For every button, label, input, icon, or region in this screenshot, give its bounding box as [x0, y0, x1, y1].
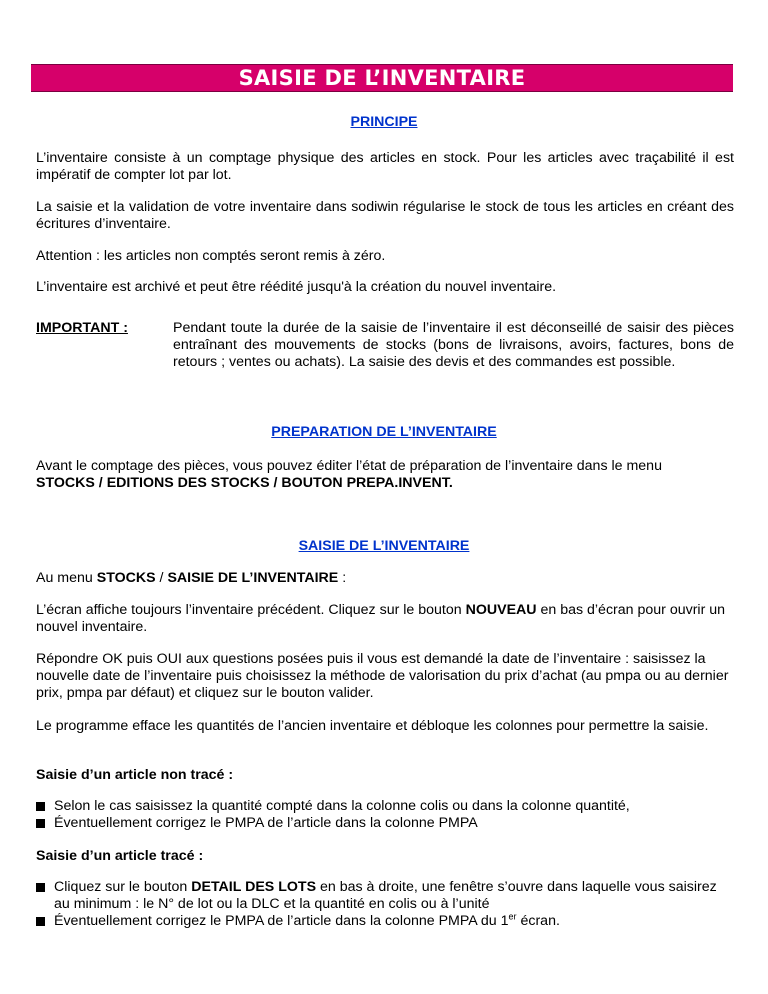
principe-paragraph-4: L’inventaire est archivé et peut être réédité jusqu'à la création du nouvel inventaire.	[36, 279, 557, 295]
principe-paragraph-3: Attention : les articles non comptés seront remis à zéro.	[36, 248, 386, 264]
list-item: Éventuellement corrigez le PMPA de l’article dans la colonne PMPA	[36, 815, 736, 832]
title-banner	[31, 64, 733, 92]
trace-1-text-a: Cliquez sur le bouton	[54, 879, 192, 895]
saisie-p1-text-b: en bas d’écran pour ouvrir un nouvel inventaire.	[36, 602, 726, 635]
trace-2-text-b: écran.	[516, 913, 560, 929]
important-text: Pendant toute la durée de la saisie de l’inventaire il est déconseillé de saisir des pièces entraînant des mouvements de stocks (bons de livraisons, avoirs, factures, bons de retours ; ventes ou achats). La saisie des devis et des commandes est possible.	[173, 320, 734, 370]
trace-heading	[36, 848, 734, 865]
heading-principe: PRINCIPE	[350, 114, 418, 130]
heading-saisie: SAISIE DE L’INVENTAIRE	[298, 538, 470, 554]
preparation-paragraph	[36, 458, 734, 492]
non-trace-heading-text: Saisie d’un article non tracé :	[36, 767, 234, 783]
trace-list	[36, 879, 736, 930]
list-item: Selon le cas saisissez la quantité compté dans la colonne colis ou dans la colonne quantité,	[36, 798, 736, 815]
nouveau-button-label: NOUVEAU	[465, 602, 537, 618]
saisie-paragraph-2: Répondre OK puis OUI aux questions posées puis il vous est demandé la date de l’inventaire : saisissez la nouvelle date de l’inventaire puis choisissez la méthode de valorisation du prix d’achat (au pmpa ou au dernier prix, pmpa par défaut) et cliquez sur le bouton valider.	[36, 651, 729, 701]
trace-heading-text: Saisie d’un article tracé :	[36, 848, 204, 864]
menu-separator: /	[155, 570, 168, 586]
principe-paragraph-1: L’inventaire consiste à un comptage physique des articles en stock. Pour les articles avec traçabilité il est impératif de compter lot par lot.	[36, 150, 734, 183]
trace-1-text-b: en bas à droite, une fenêtre s’ouvre dans laquelle vous saisirez au minimum : le N° de lot ou la DLC et la quantité en colis ou à l’unité	[54, 879, 717, 912]
non-trace-heading	[36, 767, 734, 784]
preparation-text: Avant le comptage des pièces, vous pouvez éditer l’état de préparation de l’inventaire dans le menu	[36, 458, 662, 474]
important-label: IMPORTANT :	[36, 320, 128, 336]
saisie-p1-text-a: L’écran affiche toujours l’inventaire précédent. Cliquez sur le bouton	[36, 602, 466, 618]
heading-preparation: PREPARATION DE L’INVENTAIRE	[271, 424, 497, 440]
saisie-menu-line	[36, 570, 734, 587]
page-title: SAISIE DE L’INVENTAIRE	[238, 65, 526, 90]
trace-2-sup: er	[508, 911, 517, 922]
preparation-menu-path: STOCKS / EDITIONS DES STOCKS / BOUTON PREPA.INVENT.	[36, 475, 453, 491]
non-trace-list	[36, 798, 736, 832]
menu-prefix: Au menu	[36, 570, 97, 586]
menu-stocks: STOCKS	[96, 570, 156, 586]
trace-2-text-a: Éventuellement corrigez le PMPA de l’article dans la colonne PMPA du 1	[54, 913, 509, 929]
saisie-paragraph-1	[36, 602, 734, 636]
list-item	[36, 879, 736, 913]
principe-paragraph-2: La saisie et la validation de votre inventaire dans sodiwin régularise le stock de tous les articles en créant des écritures d’inventaire.	[36, 199, 734, 232]
detail-lots-button-label: DETAIL DES LOTS	[191, 879, 317, 895]
list-item	[36, 913, 736, 930]
saisie-paragraph-3: Le programme efface les quantités de l’ancien inventaire et débloque les colonnes pour permettre la saisie.	[36, 718, 709, 734]
menu-suffix: :	[338, 570, 347, 586]
menu-saisie: SAISIE DE L’INVENTAIRE	[167, 570, 339, 586]
